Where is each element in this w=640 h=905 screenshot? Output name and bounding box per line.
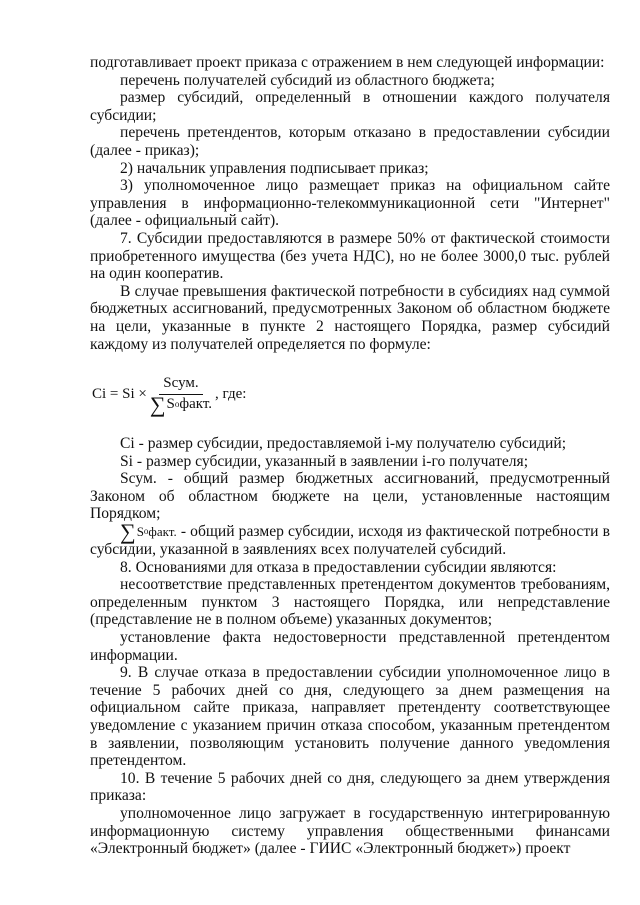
definition-sum-fact xyxy=(90,519,610,559)
formula-numerator: Sсум. xyxy=(159,375,202,395)
paragraph: В случае превышения фактической потребности в субсидиях над суммой бюджетных ассигнований, предусмотренных Законом об областном бюджете на цели, указанные в пункте 2 настоящего Порядка, размер субсидий каждому из получателей определяется по формуле: xyxy=(90,282,610,353)
paragraph: 8. Основаниями для отказа в предоставлении субсидии являются: xyxy=(120,558,557,576)
inline-sum-s: S xyxy=(136,524,144,540)
document-page xyxy=(90,54,610,858)
definition-si: Si - размер субсидии, указанный в заявлении i-го получателя; xyxy=(120,452,529,470)
formula-den-rest: факт. xyxy=(179,395,213,412)
inline-sum-sub: o xyxy=(143,526,149,537)
paragraph: 2) начальник управления подписывает приказ; xyxy=(120,159,429,177)
formula-denominator xyxy=(149,391,213,417)
formula-suffix: , где: xyxy=(215,385,247,402)
inline-sum-formula xyxy=(120,519,177,545)
sum-symbol: ∑ xyxy=(120,519,136,545)
paragraph: уполномоченное лицо загружает в государственную интегрированную информационную систему управления общественными финансами «Электронный бюджет» (далее - ГИИС «Электронный бюджет») проект xyxy=(90,804,610,858)
paragraph: 10. В течение 5 рабочих дней со дня, следующего за днем утверждения приказа: xyxy=(90,769,610,805)
definition-sum-fact-text: - общий размер субсидии, исходя из фактической потребности в субсидии, указанной в заявлениях всех получателей субсидий. xyxy=(90,523,610,559)
paragraph: подготавливает проект приказа с отражением в нем следующей информации: xyxy=(90,54,605,71)
inline-sum-rest: факт. xyxy=(148,524,177,540)
formula-den-sub: o xyxy=(174,398,180,409)
paragraph: несоответствие представленных претендентом документов требованиям, определенным пунктом 3 настоящего Порядка, или непредставление (представление не в полном объеме) указанных документов; xyxy=(90,576,610,629)
formula-lhs: Ci = Si × xyxy=(92,385,147,402)
paragraph: перечень претендентов, которым отказано в предоставлении субсидии (далее - приказ); xyxy=(90,124,610,159)
paragraph: 3) уполномоченное лицо размещает приказ на официальном сайте управления в информационно-телекоммуникационной сети "Интернет" (далее - официальный сайт). xyxy=(90,177,610,230)
paragraph: перечень получателей субсидий из областного бюджета; xyxy=(120,71,495,89)
formula-fraction xyxy=(149,375,213,417)
sum-symbol: ∑ xyxy=(149,391,166,417)
paragraph: 7. Субсидии предоставляются в размере 50% от фактической стоимости приобретенного имущества (без учета НДС), но не более 3000,0 тыс. рублей на один кооператив. xyxy=(90,229,610,283)
formula-den-s: S xyxy=(166,395,175,412)
definition-ci: Ci - размер субсидии, предоставляемой i-му получателю субсидий; xyxy=(120,435,567,453)
paragraph: размер субсидий, определенный в отношении каждого получателя субсидии; xyxy=(90,89,610,124)
paragraph: 9. В случае отказа в предоставлении субсидии уполномоченное лицо в течение 5 рабочих дней со дня, следующего за днем размещения на официальном сайте приказа, направляет претенденту соответствующее уведомление с указанием причин отказа способом, указанным претендентом в заявлении, позволяющим установить получение данного уведомления претендентом. xyxy=(90,664,610,770)
definition-ssum: Sсум. - общий размер бюджетных ассигнований, предусмотренный Законом об областном бюджете на цели, установленные настоящим Порядком; xyxy=(90,470,610,523)
subsidy-formula xyxy=(90,353,610,435)
paragraph: установление факта недостоверности представленной претендентом информации. xyxy=(90,629,610,664)
